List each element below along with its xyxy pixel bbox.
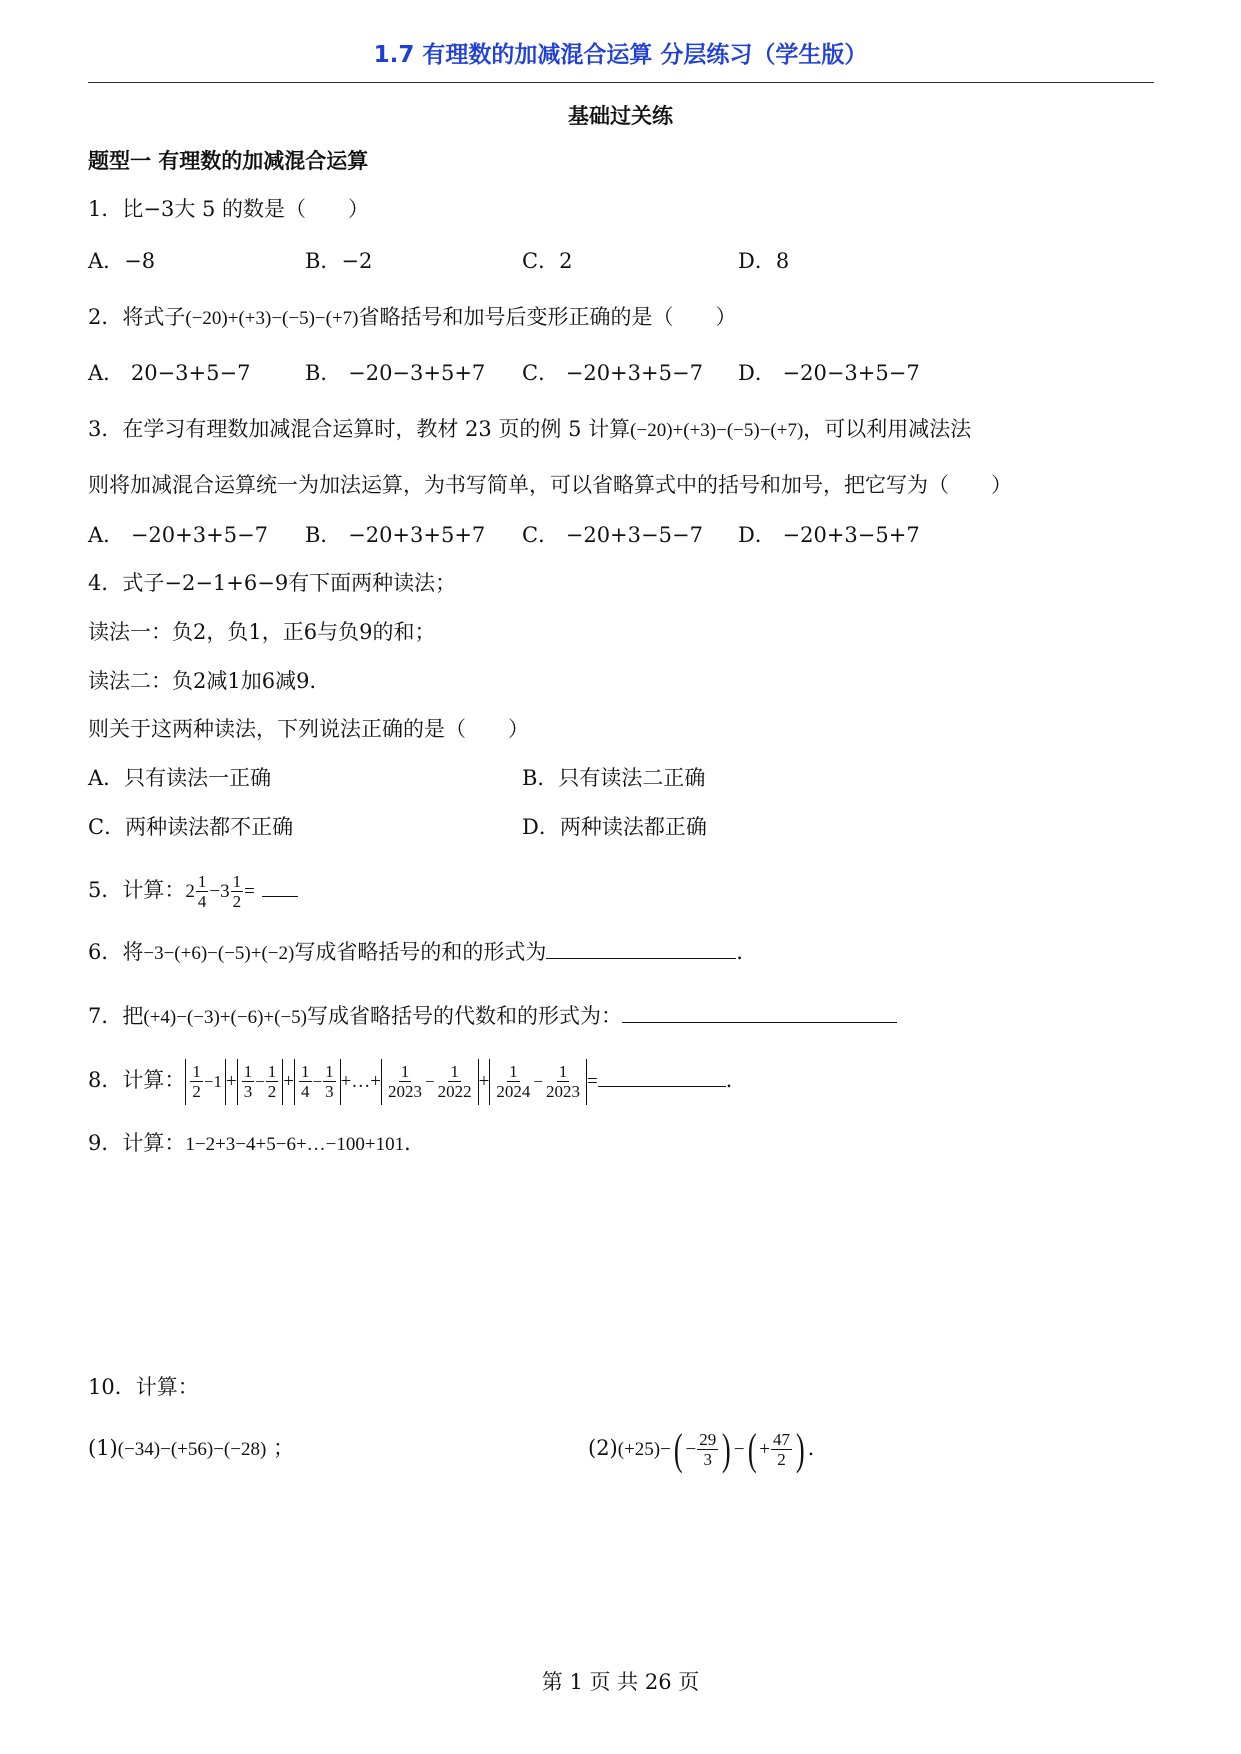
q4-reading-2: 读法二：负2减1加6减9． xyxy=(88,669,331,693)
q8-end: . xyxy=(725,1068,733,1092)
numerator: 1 xyxy=(325,1062,334,1081)
fraction xyxy=(386,1062,424,1101)
q6-prefix: 6．将 xyxy=(88,940,144,964)
q2-stem-pre: 2．将式子 xyxy=(88,305,186,329)
section-title: 基础过关练 xyxy=(568,104,673,128)
q10-p1-end: ； xyxy=(272,1436,294,1460)
q9-prefix: 9．计算： xyxy=(88,1131,186,1155)
numerator: 1 xyxy=(450,1062,459,1081)
q10-part-2 xyxy=(588,1420,814,1478)
numerator: 1 xyxy=(558,1062,568,1081)
denominator: 3 xyxy=(243,1082,253,1101)
numerator: 29 xyxy=(699,1430,717,1449)
q8-row: 8．计算： $\frac{1}{2}$ −1 + $\frac{1}{3}$ − $\frac{1}{2}$ + $\frac{1}{4}$ − $\frac{1}{3}$ +…+ $\frac{1}{2023}$ − $\frac{1}{2022}$ + $\frac{1}{2024}$ − $\frac{1}{2023}$ = . xyxy=(88,1052,732,1110)
q10-p1-label: (1) xyxy=(88,1436,118,1460)
numerator: 47 xyxy=(772,1430,790,1449)
q1-option-d: D．8 xyxy=(738,249,790,273)
q5-fraction-1 xyxy=(196,872,209,911)
term-rest: −1 xyxy=(203,1071,222,1091)
numerator: 1 xyxy=(301,1062,310,1081)
denominator: 4 xyxy=(197,892,207,911)
header-divider xyxy=(88,82,1154,83)
numerator: 1 xyxy=(232,872,242,891)
q1-option-a: A．−8 xyxy=(88,249,156,273)
q4-stem: 4．式子−2−1+6−9有下面两种读法； xyxy=(88,571,457,595)
fraction xyxy=(771,1430,792,1469)
q2-option-a: A． 20−3+5−7 xyxy=(88,361,251,385)
q1-option-c: C．2 xyxy=(522,249,573,273)
q7-expression: (+4)−(−3)+(−6)+(−5) xyxy=(143,1007,307,1028)
q1-option-b: B．−2 xyxy=(305,249,373,273)
q7-answer-blank[interactable] xyxy=(622,1000,897,1023)
q2-stem xyxy=(88,302,737,334)
q8-abs-term-2: $\frac{1}{3}$ − $\frac{1}{2}$ xyxy=(237,1059,284,1105)
denominator: 2 xyxy=(267,1082,277,1101)
document-title: 1.7 有理数的加减混合运算 分层练习（学生版） xyxy=(373,42,868,68)
denominator: 2024 xyxy=(496,1082,531,1101)
q3-line1-post: ，可以利用减法法 xyxy=(803,417,972,441)
denominator: 2 xyxy=(777,1450,786,1469)
q10-stem: 10．计算： xyxy=(88,1375,199,1399)
q6-post: 写成省略括号的和的形式为 xyxy=(294,940,547,964)
fraction xyxy=(494,1062,532,1101)
q3-option-d: D． −20+3−5+7 xyxy=(738,523,920,547)
fraction xyxy=(190,1062,203,1101)
q5-operator: −3 xyxy=(209,881,230,902)
fraction xyxy=(697,1430,718,1469)
q6-end: ． xyxy=(736,940,758,964)
numerator: 1 xyxy=(197,872,207,891)
q4-reading-1: 读法一：负2，负1，正6与负9的和； xyxy=(88,620,436,644)
q10-part-1 xyxy=(88,1420,294,1478)
question-type-title: 题型一 有理数的加减混合运算 xyxy=(88,149,369,173)
q4-option-c: C．两种读法都不正确 xyxy=(88,815,294,839)
q8-abs-term-3: $\frac{1}{4}$ − $\frac{1}{3}$ xyxy=(294,1059,341,1105)
q5-answer-blank[interactable] xyxy=(262,874,298,897)
q5-fraction-2 xyxy=(231,872,244,911)
q3-option-a: A． −20+3+5−7 xyxy=(88,523,269,547)
q5-row xyxy=(88,866,298,916)
q8-answer-blank[interactable] xyxy=(598,1064,726,1087)
q3-line-2: 则将加减混合运算统一为加法运算，为书写简单，可以省略算式中的括号和加号，把它写为（ ） xyxy=(88,473,1012,497)
numerator: 1 xyxy=(267,1062,277,1081)
numerator: 1 xyxy=(509,1062,518,1081)
q9-row xyxy=(88,1128,425,1160)
page-footer: 第 1 页 共 26 页 xyxy=(541,1670,700,1694)
denominator: 4 xyxy=(301,1082,310,1101)
fraction xyxy=(266,1062,279,1101)
q3-expression: (−20)+(+3)−(−5)−(+7) xyxy=(630,420,804,441)
q10-p1-expression: (−34)−(+56)−(−28) xyxy=(117,1439,267,1460)
denominator: 2 xyxy=(232,892,242,911)
q8-abs-term-5: $\frac{1}{2024}$ − $\frac{1}{2023}$ xyxy=(489,1059,587,1105)
q2-stem-post: 省略括号和加号后变形正确的是（ ） xyxy=(358,305,737,329)
q10-p2-group-1: ( − $\frac{29}{3}$ ) xyxy=(671,1422,734,1478)
denominator: 2023 xyxy=(388,1082,423,1101)
q5-whole-1: 2 xyxy=(185,881,195,902)
q1-stem: 1．比−3大 5 的数是（ ） xyxy=(88,197,370,221)
q2-expression: (−20)+(+3)−(−5)−(+7) xyxy=(185,308,359,329)
fraction xyxy=(299,1062,312,1101)
q9-expression: 1−2+3−4+5−6+…−100+101 xyxy=(185,1134,405,1155)
q8-prefix: 8．计算： xyxy=(88,1068,186,1092)
fraction xyxy=(242,1062,255,1101)
q6-answer-blank[interactable] xyxy=(546,936,736,959)
q3-line-1 xyxy=(88,414,971,446)
q4-option-d: D．两种读法都正确 xyxy=(522,815,707,839)
q6-expression: −3−(+6)−(−5)+(−2) xyxy=(143,943,295,964)
denominator: 2023 xyxy=(545,1082,580,1101)
fraction xyxy=(323,1062,336,1101)
q3-line1-pre: 3．在学习有理数加减混合运算时，教材 23 页的例 5 计算 xyxy=(88,417,631,441)
q6-row xyxy=(88,936,757,969)
q10-p2-end: . xyxy=(807,1436,815,1460)
q9-end: ． xyxy=(404,1131,426,1155)
q3-option-b: B． −20+3+5+7 xyxy=(305,523,486,547)
q10-p2-minus: − xyxy=(733,1439,745,1460)
q5-equals: = xyxy=(244,881,255,902)
q8-abs-term-4: $\frac{1}{2023}$ − $\frac{1}{2022}$ xyxy=(381,1059,479,1105)
denominator: 3 xyxy=(325,1082,334,1101)
q4-option-b: B．只有读法二正确 xyxy=(522,766,706,790)
fraction xyxy=(544,1062,582,1101)
denominator: 3 xyxy=(703,1450,712,1469)
q10-p2-pre: (+25)− xyxy=(617,1439,671,1460)
q10-p2-group-2: ( + $\frac{47}{2}$ ) xyxy=(745,1422,808,1478)
denominator: 2 xyxy=(192,1082,201,1101)
q8-equals: = xyxy=(586,1071,598,1092)
q3-option-c: C． −20+3−5−7 xyxy=(522,523,703,547)
sign: − xyxy=(685,1438,697,1460)
q8-ellipsis: +…+ xyxy=(340,1071,382,1092)
q7-row xyxy=(88,1000,897,1033)
sign: + xyxy=(759,1438,770,1460)
q2-option-c: C． −20+3+5−7 xyxy=(522,361,703,385)
q7-prefix: 7．把 xyxy=(88,1004,144,1028)
q5-prefix: 5．计算： xyxy=(88,878,186,902)
q2-option-b: B． −20−3+5+7 xyxy=(305,361,486,385)
numerator: 1 xyxy=(192,1062,201,1081)
q4-question: 则关于这两种读法，下列说法正确的是（ ） xyxy=(88,717,529,741)
denominator: 2022 xyxy=(437,1082,472,1101)
q10-p2-label: (2) xyxy=(588,1436,618,1460)
q2-option-d: D． −20−3+5−7 xyxy=(738,361,920,385)
q4-option-a: A．只有读法一正确 xyxy=(88,766,272,790)
q7-post: 写成省略括号的代数和的形式为： xyxy=(307,1004,622,1028)
q8-abs-term-1 xyxy=(185,1059,226,1105)
fraction xyxy=(436,1062,474,1101)
numerator: 1 xyxy=(243,1062,253,1081)
numerator: 1 xyxy=(400,1062,410,1081)
